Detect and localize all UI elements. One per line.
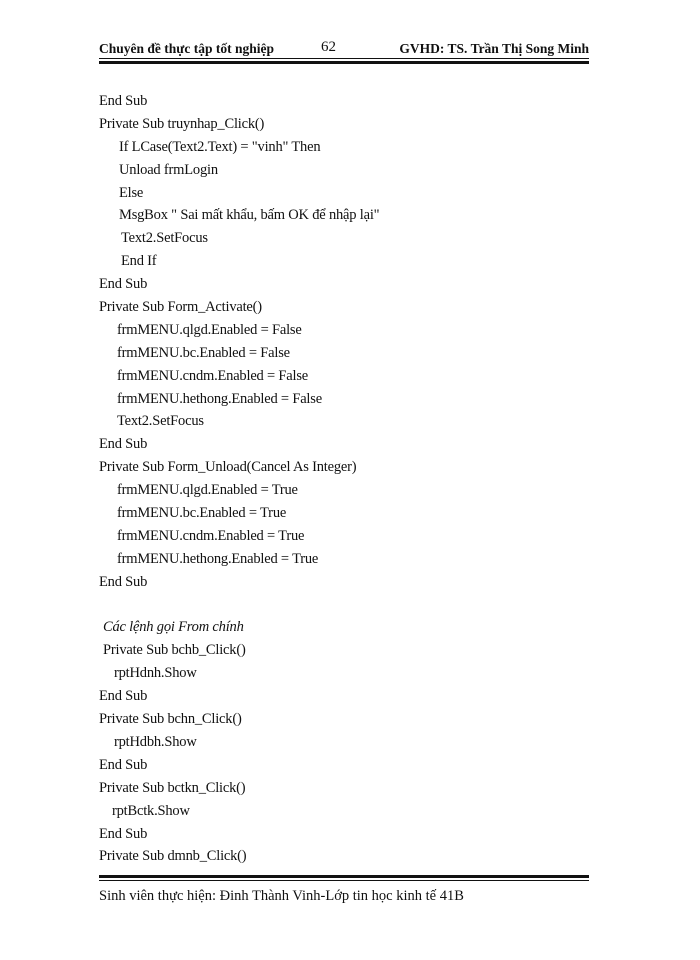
code-line: End Sub	[99, 93, 148, 109]
code-line: End Sub	[99, 825, 148, 842]
code-line: frmMENU.hethong.Enabled = False	[117, 390, 322, 407]
code-listing	[99, 90, 589, 868]
section-heading: Các lệnh gọi From chính	[103, 619, 244, 636]
code-line: frmMENU.cndm.Enabled = False	[117, 367, 309, 384]
advisor-name: GVHD: TS. Trần Thị Song Minh	[399, 41, 589, 56]
code-line: Private Sub truynhap_Click()	[99, 115, 265, 132]
code-line: Text2.SetFocus	[121, 230, 208, 247]
code-line: Unload frmLogin	[119, 161, 218, 178]
code-line: End Sub	[99, 276, 148, 293]
code-line: Else	[119, 184, 144, 201]
footer-rule-thin	[99, 880, 589, 881]
code-line: frmMENU.qlgd.Enabled = True	[117, 482, 298, 499]
footer-rule-thick	[99, 875, 589, 878]
code-line: End Sub	[99, 756, 148, 773]
code-line: End Sub	[99, 573, 148, 590]
code-line: Private Sub bchn_Click()	[99, 711, 242, 728]
blank-line	[99, 594, 589, 617]
page-number: 62	[321, 39, 336, 55]
code-line: Private Sub bchb_Click()	[103, 642, 246, 659]
code-line: Private Sub bctkn_Click()	[99, 779, 246, 796]
code-line: MsgBox " Sai mất khẩu, bấm OK để nhập lại"	[119, 207, 380, 224]
code-line: Private Sub dmnb_Click()	[99, 848, 247, 865]
code-line: rptHdnh.Show	[114, 665, 197, 682]
code-line: Private Sub Form_Activate()	[99, 299, 262, 316]
page-header	[99, 38, 589, 60]
code-line: rptHdbh.Show	[114, 733, 197, 750]
code-line: frmMENU.qlgd.Enabled = False	[117, 321, 302, 338]
code-line: Text2.SetFocus	[117, 413, 204, 430]
code-line: End If	[121, 253, 157, 270]
code-line: frmMENU.bc.Enabled = False	[117, 344, 290, 361]
code-line: Private Sub Form_Unload(Cancel As Integer)	[99, 459, 357, 476]
code-line: frmMENU.cndm.Enabled = True	[117, 527, 305, 544]
code-line: frmMENU.bc.Enabled = True	[117, 505, 287, 522]
page-footer: Sinh viên thực hiện: Đinh Thành Vinh-Lớp tin học kinh tế 41B	[99, 888, 464, 904]
code-line: End Sub	[99, 688, 148, 705]
header-rule-thin	[99, 58, 589, 59]
code-line: End Sub	[99, 436, 148, 453]
code-line: If LCase(Text2.Text) = "vinh" Then	[119, 138, 321, 155]
document-title: Chuyên đề thực tập tốt nghiệp	[99, 41, 274, 56]
code-line: frmMENU.hethong.Enabled = True	[117, 550, 319, 567]
code-line: rptBctk.Show	[112, 802, 190, 819]
header-rule-thick	[99, 61, 589, 64]
